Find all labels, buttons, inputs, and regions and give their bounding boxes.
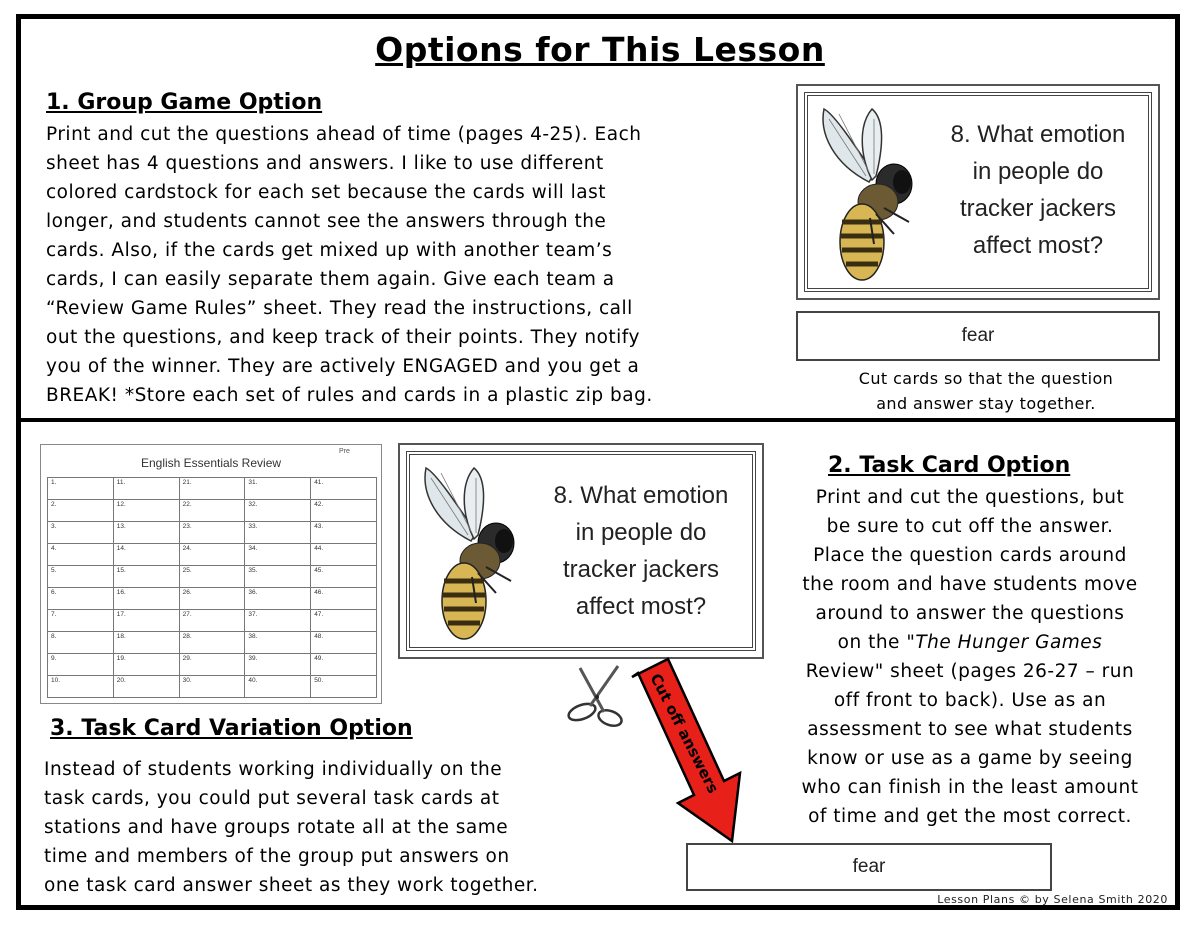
- review-sheet-thumbnail: [40, 444, 382, 704]
- task-card-top: [796, 84, 1160, 300]
- sheet-title: English Essentials Review: [140, 456, 282, 470]
- sheet-pre-label: Pre: [339, 448, 350, 455]
- option3-heading: 3. Task Card Variation Option: [50, 716, 413, 741]
- card-question: 8. What emotion in people do tracker jackers affect most?: [553, 482, 729, 620]
- table-row: 8. 18. 28. 38. 48.: [48, 632, 377, 654]
- bee-icon: [416, 463, 536, 643]
- card-question: 8. What emotion in people do tracker jackers affect most?: [950, 121, 1126, 259]
- book-title: The Hunger Games: [915, 632, 1103, 653]
- page-title: Options for This Lesson: [375, 30, 825, 69]
- table-row: 2. 12. 22. 32. 42.: [48, 500, 377, 522]
- option2-text: Print and cut the questions, but be sure to cut off the answer. Place the question cards around the room and have students move around to answer the questions on the "The Hunger Games Review" sheet (pages 26-27 – run off front to back). Use as an assessment to see what students know or use as a game by seeing who can finish in the least amount of time and get the most correct.: [801, 487, 1139, 827]
- table-row: 4. 14. 24. 34. 44.: [48, 544, 377, 566]
- table-row: 7. 17. 27. 37. 47.: [48, 610, 377, 632]
- table-row: 3. 13. 23. 33. 43.: [48, 522, 377, 544]
- answer-grid: [47, 477, 377, 698]
- cut-caption: Cut cards so that the question and answer stay together.: [858, 369, 1114, 413]
- copyright-footer: Lesson Plans © by Selena Smith 2020: [937, 893, 1168, 906]
- option3-text: Instead of students working individually on the task cards, you could put several task cards at stations and have groups rotate all at the same time and members of the group put answers on one task card answer sheet as they work together.: [44, 759, 539, 896]
- option2-heading: 2. Task Card Option: [828, 453, 1071, 478]
- table-row: 5. 15. 25. 35. 45.: [48, 566, 377, 588]
- answer-box-top: fear: [796, 311, 1160, 361]
- option1-text: Print and cut the questions ahead of time (pages 4-25). Each sheet has 4 questions and answers. I like to use different colored cardstock for each set because the cards will last longer, and students cannot see the answers through the cards. Also, if the cards get mixed up with another team’s cards, I can easily separate them again. Give each team a “Review Game Rules” sheet. They read the instructions, call out the questions, and keep track of their points. They notify you of the winner. They are actively ENGAGED and you get a BREAK! *Store each set of rules and cards in a plastic zip bag.: [46, 124, 653, 406]
- section-divider: [16, 418, 1180, 422]
- table-row: 10. 20. 30. 40. 50.: [48, 676, 377, 698]
- table-row: 9. 19. 29. 39. 49.: [48, 654, 377, 676]
- answer-box-bottom: fear: [686, 843, 1052, 891]
- table-row: 6. 16. 26. 36. 46.: [48, 588, 377, 610]
- table-row: 1. 11. 21. 31. 41.: [48, 478, 377, 500]
- task-card-middle: [398, 443, 764, 659]
- arrow-label: Cut off answers: [646, 670, 723, 797]
- bee-icon: [814, 104, 934, 284]
- option1-heading: 1. Group Game Option: [46, 90, 323, 115]
